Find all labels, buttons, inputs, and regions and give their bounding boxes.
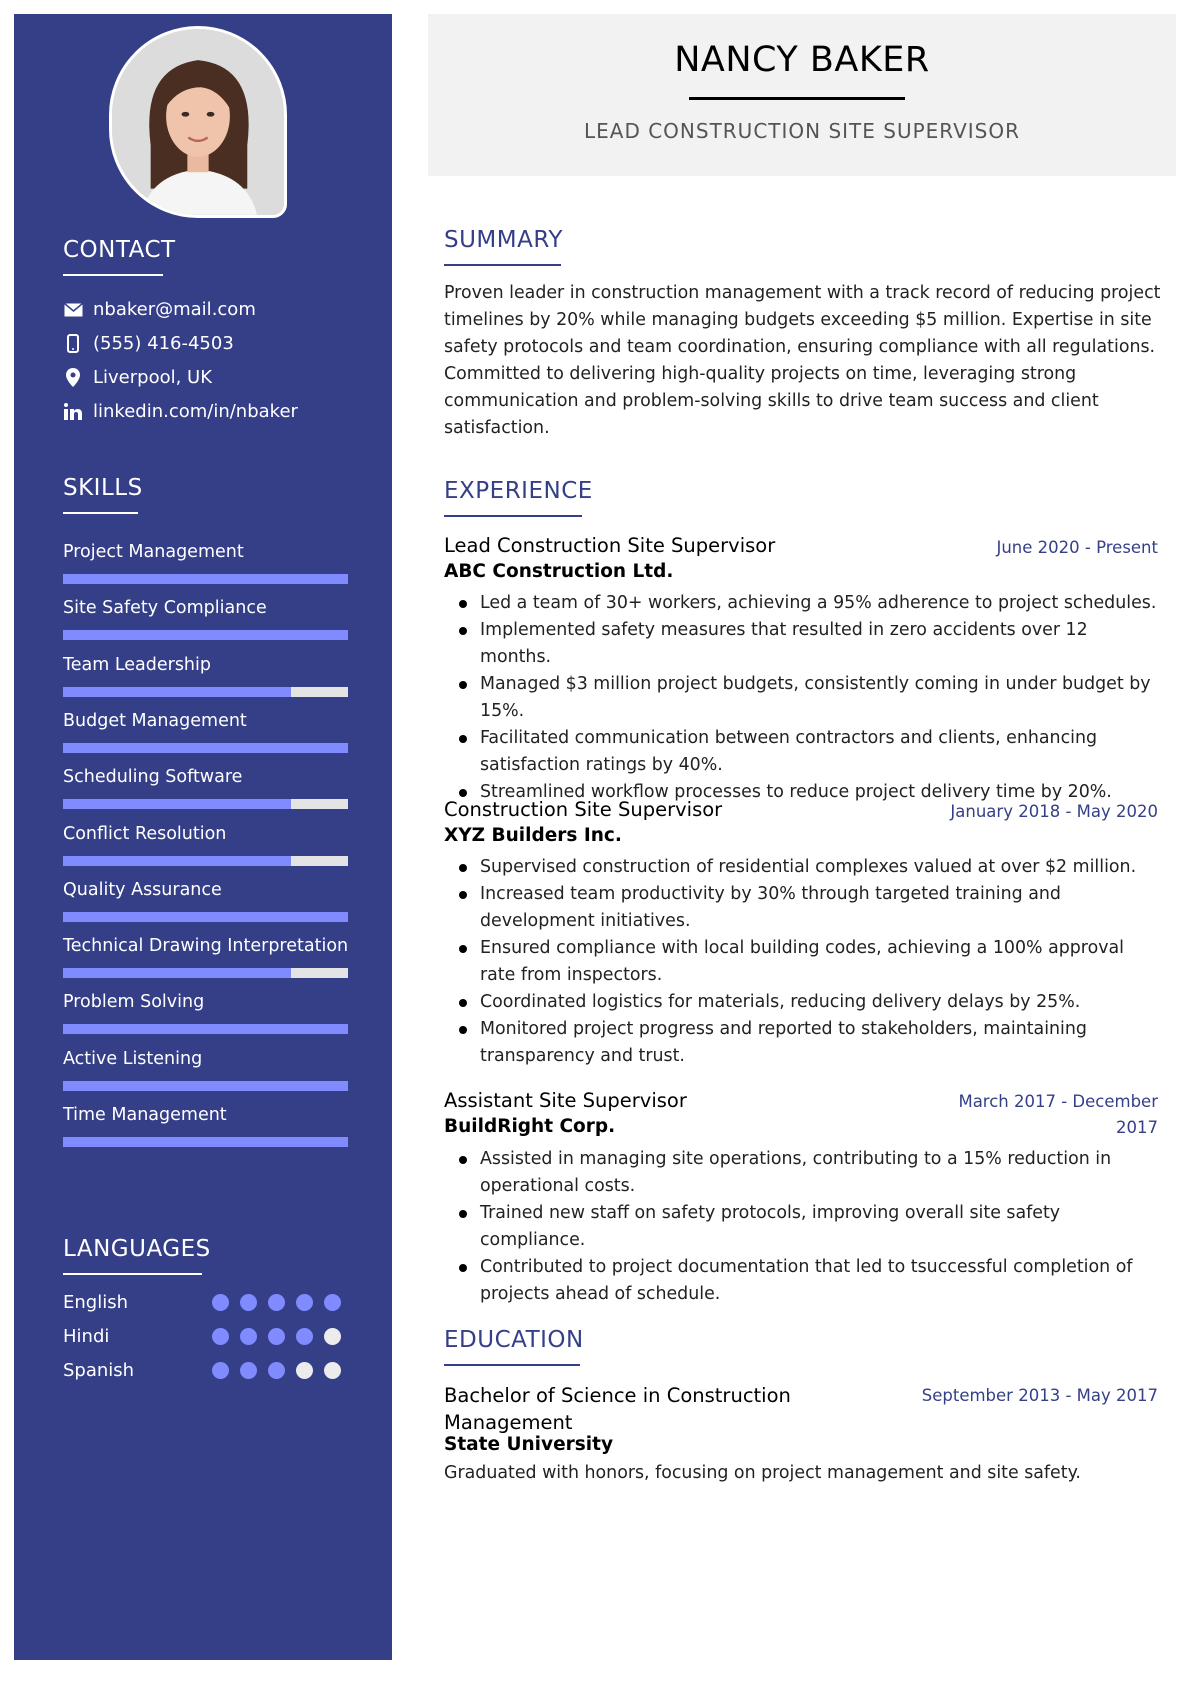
list-item: Assisted in managing site operations, contributing to a 15% reduction in operational costs. bbox=[444, 1146, 1164, 1200]
job-bullets-2 bbox=[444, 854, 1164, 1070]
skill-level-bar bbox=[63, 574, 348, 584]
skill-level-fill bbox=[63, 630, 348, 640]
language-name: English bbox=[63, 1292, 128, 1313]
rating-dot bbox=[268, 1362, 285, 1379]
education-date: September 2013 - May 2017 bbox=[921, 1386, 1158, 1405]
skill-level-fill bbox=[63, 1137, 348, 1147]
list-item: Managed $3 million project budgets, consistently coming in under budget by 15%. bbox=[444, 671, 1164, 725]
language-name: Hindi bbox=[63, 1326, 110, 1347]
phone-icon bbox=[63, 334, 83, 354]
rating-dot bbox=[324, 1362, 341, 1379]
rating-dot bbox=[324, 1328, 341, 1345]
skill-name: Time Management bbox=[63, 1105, 227, 1125]
contact-phone[interactable] bbox=[63, 333, 234, 354]
education-heading-rule bbox=[444, 1364, 580, 1366]
summary-heading-rule bbox=[444, 264, 561, 266]
skill-item bbox=[63, 598, 348, 618]
job-company-2: XYZ Builders Inc. bbox=[444, 825, 622, 846]
skill-level-fill bbox=[63, 968, 291, 978]
list-item: Contributed to project documentation that led to tsuccessful completion of projects ahead of schedule. bbox=[444, 1254, 1164, 1308]
rating-dot bbox=[268, 1328, 285, 1345]
job-date-1: June 2020 - Present bbox=[996, 538, 1158, 557]
language-rating bbox=[212, 1362, 352, 1379]
job-date-3 bbox=[958, 1089, 1158, 1141]
skill-level-bar bbox=[63, 1137, 348, 1147]
skill-name: Quality Assurance bbox=[63, 879, 222, 900]
skill-name: Site Safety Compliance bbox=[63, 598, 267, 619]
skill-name: Active Listening bbox=[63, 1048, 203, 1069]
list-item: Trained new staff on safety protocols, improving overall site safety compliance. bbox=[444, 1200, 1164, 1254]
skill-level-fill bbox=[63, 574, 348, 584]
skill-level-fill bbox=[63, 856, 291, 866]
candidate-name: NANCY BAKER bbox=[674, 40, 930, 80]
skill-level-fill bbox=[63, 912, 348, 922]
skill-level-bar bbox=[63, 968, 348, 978]
skill-level-bar bbox=[63, 856, 348, 866]
job-date-3-line2: 2017 bbox=[1116, 1118, 1158, 1137]
candidate-title: LEAD CONSTRUCTION SITE SUPERVISOR bbox=[583, 119, 1021, 143]
skill-name: Budget Management bbox=[63, 710, 247, 731]
contact-heading: CONTACT bbox=[63, 237, 176, 263]
skill-level-bar bbox=[63, 912, 348, 922]
contact-location-text: Liverpool, UK bbox=[93, 367, 213, 388]
skill-level-bar bbox=[63, 1081, 348, 1091]
list-item: Facilitated communication between contractors and clients, enhancing satisfaction ratings by 40%. bbox=[444, 725, 1164, 779]
job-date-2: January 2018 - May 2020 bbox=[950, 802, 1158, 821]
list-item: Coordinated logistics for materials, reducing delivery delays by 25%. bbox=[444, 989, 1164, 1016]
rating-dot bbox=[240, 1328, 257, 1345]
summary-text: Proven leader in construction management with a track record of reducing project timelines by 20% while managing budgets exceeding $5 million. Expertise in site safety protocols and team coordination, ensuring compliance with all regulations. Committed to delivering high-quality projects on time, leveraging strong communication and problem-solving skills to drive team success and client satisfaction. bbox=[444, 283, 1161, 438]
skills-heading: SKILLS bbox=[63, 475, 143, 501]
sidebar bbox=[14, 14, 392, 1660]
skill-item bbox=[63, 711, 348, 731]
envelope-icon bbox=[63, 300, 83, 320]
contact-phone-text: (555) 416-4503 bbox=[93, 333, 234, 354]
contact-linkedin[interactable] bbox=[63, 401, 298, 422]
list-item: Ensured compliance with local building codes, achieving a 100% approval rate from inspectors. bbox=[444, 935, 1164, 989]
education-degree-line2: Management bbox=[444, 1411, 573, 1434]
skill-level-bar bbox=[63, 687, 348, 697]
skill-name: Project Management bbox=[63, 542, 244, 562]
education-school: State University bbox=[444, 1434, 614, 1455]
languages-heading: LANGUAGES bbox=[63, 1236, 211, 1262]
list-item: Supervised construction of residential complexes valued at over $2 million. bbox=[444, 854, 1164, 881]
list-item: Streamlined workflow processes to reduce project delivery time by 20%. bbox=[444, 779, 1164, 806]
contact-heading-rule bbox=[63, 274, 163, 276]
rating-dot bbox=[268, 1294, 285, 1311]
education-degree-line1: Bachelor of Science in Construction bbox=[444, 1384, 791, 1407]
job-title-1: Lead Construction Site Supervisor bbox=[444, 534, 776, 557]
contact-email[interactable] bbox=[63, 299, 256, 320]
language-item bbox=[63, 1326, 353, 1350]
skill-level-bar bbox=[63, 743, 348, 753]
list-item: Implemented safety measures that resulted in zero accidents over 12 months. bbox=[444, 617, 1164, 671]
rating-dot bbox=[324, 1294, 341, 1311]
linkedin-icon bbox=[63, 402, 83, 422]
skill-name: Scheduling Software bbox=[63, 767, 243, 788]
language-item bbox=[63, 1360, 353, 1384]
rating-dot bbox=[212, 1328, 229, 1345]
experience-heading-rule bbox=[444, 515, 582, 517]
skill-item bbox=[63, 936, 348, 956]
rating-dot bbox=[296, 1294, 313, 1311]
language-name: Spanish bbox=[63, 1360, 135, 1381]
skill-level-fill bbox=[63, 1024, 348, 1034]
skill-item bbox=[63, 1049, 348, 1069]
skill-name: Team Leadership bbox=[63, 654, 211, 675]
skill-level-fill bbox=[63, 1081, 348, 1091]
job-date-3-line1: March 2017 - December bbox=[958, 1092, 1158, 1111]
education-description: Graduated with honors, focusing on project management and site safety. bbox=[444, 1463, 1081, 1483]
skill-item bbox=[63, 767, 348, 787]
skill-item bbox=[63, 655, 348, 675]
contact-linkedin-text: linkedin.com/in/nbaker bbox=[93, 401, 298, 422]
skill-level-bar bbox=[63, 1024, 348, 1034]
skill-name: Technical Drawing Interpretation bbox=[63, 936, 349, 957]
job-bullets-3 bbox=[444, 1146, 1164, 1308]
job-title-2: Construction Site Supervisor bbox=[444, 798, 723, 821]
rating-dot bbox=[296, 1362, 313, 1379]
skill-item bbox=[63, 542, 348, 562]
list-item: Monitored project progress and reported to stakeholders, maintaining transparency and trust. bbox=[444, 1016, 1164, 1070]
skill-level-bar bbox=[63, 630, 348, 640]
rating-dot bbox=[240, 1362, 257, 1379]
skills-heading-rule bbox=[63, 512, 138, 514]
contact-email-text: nbaker@mail.com bbox=[93, 299, 256, 320]
list-item: Led a team of 30+ workers, achieving a 95% adherence to project schedules. bbox=[444, 590, 1164, 617]
skill-level-fill bbox=[63, 743, 348, 753]
job-company-3: BuildRight Corp. bbox=[444, 1116, 616, 1137]
education-degree bbox=[444, 1382, 791, 1436]
skill-level-bar bbox=[63, 799, 348, 809]
list-item: Increased team productivity by 30% through targeted training and development initiatives. bbox=[444, 881, 1164, 935]
job-company-1: ABC Construction Ltd. bbox=[444, 561, 674, 582]
rating-dot bbox=[296, 1328, 313, 1345]
rating-dot bbox=[240, 1294, 257, 1311]
contact-location bbox=[63, 367, 212, 388]
skill-level-fill bbox=[63, 687, 291, 697]
skill-item bbox=[63, 992, 348, 1012]
skill-item bbox=[63, 824, 348, 844]
resume-header bbox=[428, 14, 1176, 176]
language-rating bbox=[212, 1294, 352, 1311]
skill-name: Conflict Resolution bbox=[63, 823, 227, 844]
name-underline bbox=[689, 97, 905, 100]
education-heading: EDUCATION bbox=[444, 1327, 584, 1353]
profile-photo bbox=[109, 26, 287, 218]
rating-dot bbox=[212, 1294, 229, 1311]
location-pin-icon bbox=[63, 368, 83, 388]
language-item bbox=[63, 1292, 353, 1316]
skill-item bbox=[63, 1105, 348, 1125]
job-title-3: Assistant Site Supervisor bbox=[444, 1089, 687, 1112]
job-bullets-1 bbox=[444, 590, 1164, 806]
experience-heading: EXPERIENCE bbox=[444, 478, 593, 504]
languages-heading-rule bbox=[63, 1273, 202, 1275]
language-rating bbox=[212, 1328, 352, 1345]
rating-dot bbox=[212, 1362, 229, 1379]
skill-level-fill bbox=[63, 799, 291, 809]
skill-name: Problem Solving bbox=[63, 992, 205, 1013]
summary-heading: SUMMARY bbox=[444, 227, 563, 253]
skill-item bbox=[63, 880, 348, 900]
